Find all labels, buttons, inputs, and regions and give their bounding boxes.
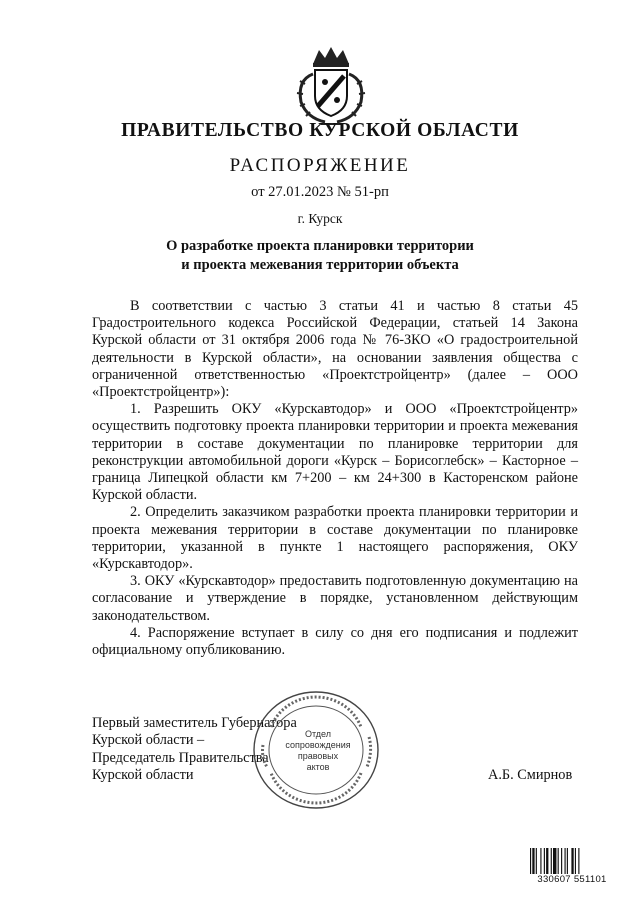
document-title-line-2: и проекта межевания территории объекта: [181, 257, 459, 273]
barcode-bar: [530, 848, 531, 874]
clause-1-paragraph: 1. Разрешить ОКУ «Курскавтодор» и ООО «Проектстройцентр» осуществить подготовку проекта планировки территории и проекта межевания территории в составе документации по планировке территории для реконструкции автомобильной дороги «Курск – Борисоглебск» – Касторное – граница Липецкой области км 7+200 – км 24+300 в Касторенском районе Курской области.: [92, 401, 578, 504]
signatory-position-line: Первый заместитель Губернатора: [92, 715, 297, 731]
barcode-bar: [551, 848, 552, 874]
clause-3-paragraph: 3. ОКУ «Курскавтодор» предоставить подготовленную документацию на согласование и утверждение в порядке, установленном действующим законодательством.: [92, 573, 578, 624]
barcode-bar: [571, 848, 573, 874]
preamble-paragraph: В соответствии с частью 3 статьи 41 и частью 8 статьи 45 Градостроительного кодекса Российской Федерации, статьей 14 Закона Курской области от 31 октября 2006 года № 76-ЗКО «О градостроительной деятельности в Курской области», на основании заявления общества с ограниченной ответственностью «Проектстройцентр» (далее – ООО «Проектстройцентр»):: [92, 298, 578, 401]
document-title-line-1: О разработке проекта планировки территории: [166, 238, 474, 254]
signatory-position-line: Курской области –: [92, 732, 205, 749]
barcode-bar: [532, 848, 534, 874]
barcode-bar: [567, 848, 568, 874]
barcode-bar: [546, 848, 548, 874]
barcode: [530, 848, 614, 874]
barcode-bar: [540, 848, 541, 874]
barcode-bar: [536, 848, 537, 874]
barcode-bar: [565, 848, 566, 874]
city-name: г. Курск: [297, 211, 343, 226]
government-heading: ПРАВИТЕЛЬСТВО КУРСКОЙ ОБЛАСТИ: [121, 120, 519, 141]
signatory-position-line: Председатель Правительства: [92, 749, 269, 766]
document-date-number: от 27.01.2023 № 51-рп: [251, 184, 389, 200]
barcode-bar: [561, 848, 562, 874]
barcode-bar: [553, 848, 556, 874]
barcode-number: 330607 551101: [537, 874, 607, 885]
clause-4-paragraph: 4. Распоряжение вступает в силу со дня его подписания и подлежит официальному опубликованию.: [92, 624, 578, 659]
stamp-text: Отдел сопровождения правовых актов: [285, 729, 351, 772]
clause-2-paragraph: 2. Определить заказчиком разработки проекта планировки территории и проекта межевания территории в составе документации по планировке территории, указанной в пункте 1 настоящего распоряжения, ОКУ «Курскавтодор».: [92, 504, 578, 573]
signatory-name: А.Б. Смирнов: [488, 767, 573, 783]
barcode-bar: [544, 848, 545, 874]
barcode-bar: [558, 848, 559, 874]
barcode-bar: [578, 848, 579, 874]
coat-of-arms-emblem: [291, 44, 371, 128]
document-kind: РАСПОРЯЖЕНИЕ: [229, 155, 411, 176]
signatory-position-line: Курской области: [92, 766, 194, 783]
document-body: [92, 298, 578, 659]
barcode-bar: [575, 848, 576, 874]
